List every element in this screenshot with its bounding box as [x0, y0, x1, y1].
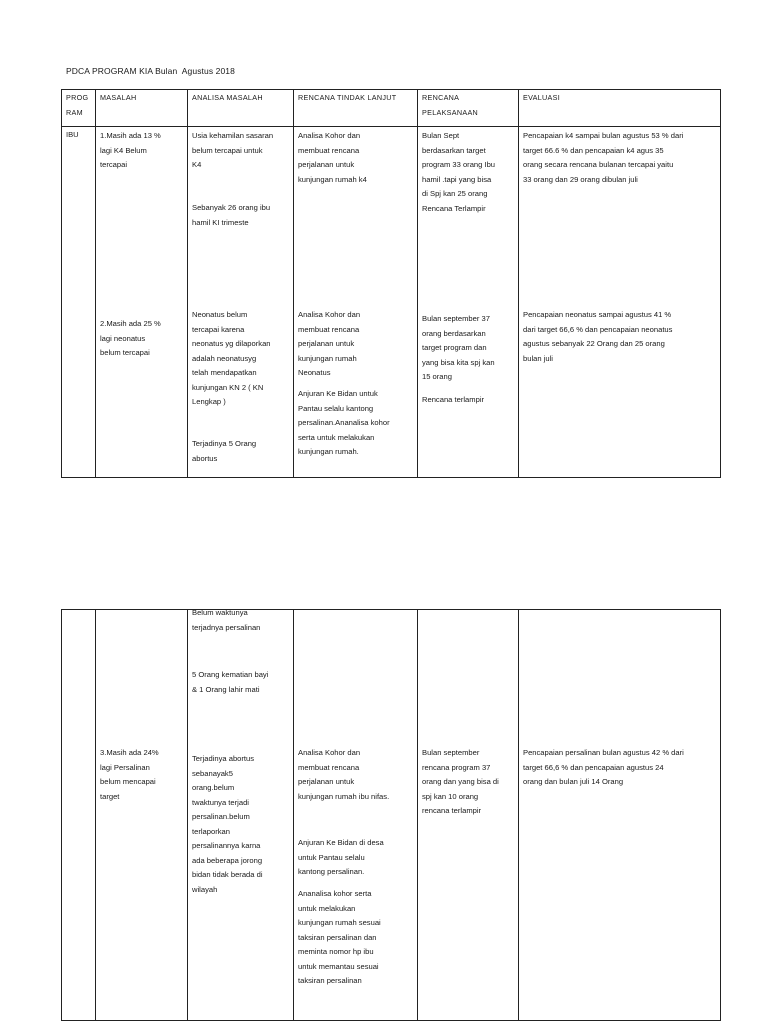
cell-rencana-pelaksanaan-3	[418, 610, 519, 1021]
rtl-3-text: Anjuran Ke Bidan untuk Pantau selalu kantong persalinan.Ananalisa kohor serta untuk melakukan kunjungan rumah.	[298, 389, 390, 456]
rtl-3-1-text: Analisa Kohor dan membuat rencana perjalanan untuk kunjungan rumah ibu nifas.	[298, 748, 390, 801]
cell-masalah-3	[96, 610, 188, 1021]
pdca-table-bottom	[61, 609, 721, 1021]
document-title: PDCA PROGRAM KIA Bulan Agustus 2018	[66, 66, 235, 76]
cell-evaluasi-3	[519, 610, 721, 1021]
cell-rencana-tindak-lanjut-3	[294, 610, 418, 1021]
header-program: PROG RAM	[62, 90, 96, 127]
rp-3-1-text: Bulan september rencana program 37 orang dan yang bisa di spj kan 10 orang rencana terlampir	[422, 748, 499, 815]
masalah-1-text: 1.Masih ada 13 % lagi K4 Belum tercapai	[100, 131, 161, 169]
rtl-3-3-text: Ananalisa kohor serta untuk melakukan kunjungan rumah sesuai taksiran persalinan dan meminta nomor hp ibu untuk memantau sesuai taksiran persalinan	[298, 889, 381, 985]
cell-rencana-tindak-lanjut	[294, 127, 418, 478]
eval-1-text: Pencapaian k4 sampai bulan agustus 53 % dari target 66.6 % dan pencapaian k4 agus 35 orang secara rencana bulanan tercapai yaitu 33 orang dan 29 orang dibulan juli	[523, 131, 684, 184]
cell-program-empty	[62, 610, 96, 1021]
analisa-3b-text: 5 Orang kematian bayi & 1 Orang lahir mati	[192, 670, 269, 694]
header-row	[62, 90, 721, 127]
rtl-2-text: Analisa Kohor dan membuat rencana perjalanan untuk kunjungan rumah Neonatus	[298, 310, 361, 377]
cell-evaluasi	[519, 127, 721, 478]
table-row-ibu	[62, 127, 721, 478]
cell-rencana-pelaksanaan	[418, 127, 519, 478]
pdca-table-top	[61, 89, 721, 478]
analisa-1b-text: Sebanyak 26 orang ibu hamil KI trimeste	[192, 203, 271, 227]
header-evaluasi: EVALUASI	[519, 90, 721, 127]
header-analisa-masalah: ANALISA MASALAH	[188, 90, 294, 127]
table-row-persalinan	[62, 610, 721, 1021]
masalah-2-text: 2.Masih ada 25 % lagi neonatus belum tercapai	[100, 319, 161, 357]
analisa-2b-text: Terjadinya 5 Orang abortus	[192, 439, 257, 463]
rtl-3-2-text: Anjuran Ke Bidan di desa untuk Pantau selalu kantong persalinan.	[298, 838, 384, 876]
header-masalah: MASALAH	[96, 90, 188, 127]
cell-analisa	[188, 127, 294, 478]
cell-analisa-3	[188, 610, 294, 1021]
analisa-1a-text: Usia kehamilan sasaran belum tercapai untuk K4	[192, 131, 274, 169]
analisa-2a-text: Neonatus belum tercapai karena neonatus yg dilaporkan adalah neonatusyg telah mendapatkan kunjungan KN 2 ( KN Lengkap )	[192, 310, 271, 406]
header-rencana-pelaksanaan: RENCANA PELAKSANAAN	[418, 90, 519, 127]
rp-3-text: Rencana terlampir	[422, 395, 485, 404]
analisa-3a-text: Belum waktunya terjadnya persalinan	[192, 609, 261, 632]
eval-2-text: Pencapaian neonatus sampai agustus 41 % dari target 66,6 % dan pencapaian neonatus agustus sebanyak 22 Orang dan 25 orang bulan juli	[523, 310, 673, 363]
masalah-3-text: 3.Masih ada 24% lagi Persalinan belum mencapai target	[100, 748, 159, 801]
cell-program-ibu: IBU	[62, 127, 96, 478]
rp-2-text: Bulan september 37 orang berdasarkan target program dan yang bisa kita spj kan 15 orang	[422, 314, 495, 381]
rtl-1-text: Analisa Kohor dan membuat rencana perjalanan untuk kunjungan rumah k4	[298, 131, 367, 184]
cell-masalah	[96, 127, 188, 478]
header-rencana-tindak-lanjut: RENCANA TINDAK LANJUT	[294, 90, 418, 127]
eval-3-1-text: Pencapaian persalinan bulan agustus 42 % dari target 66,6 % dan pencapaian agustus 24 orang dan bulan juli 14 Orang	[523, 748, 684, 786]
rp-1-text: Bulan Sept berdasarkan target program 33 orang Ibu hamil .tapi yang bisa di Spj kan 25 orang Rencana Terlampir	[422, 131, 496, 213]
analisa-3c-text: Terjadinya abortus sebanayak5 orang.belum twaktunya terjadi persalinan.belum terlaporkan persalinannya karna ada beberapa jorong bidan tidak berada di wilayah	[192, 754, 263, 894]
